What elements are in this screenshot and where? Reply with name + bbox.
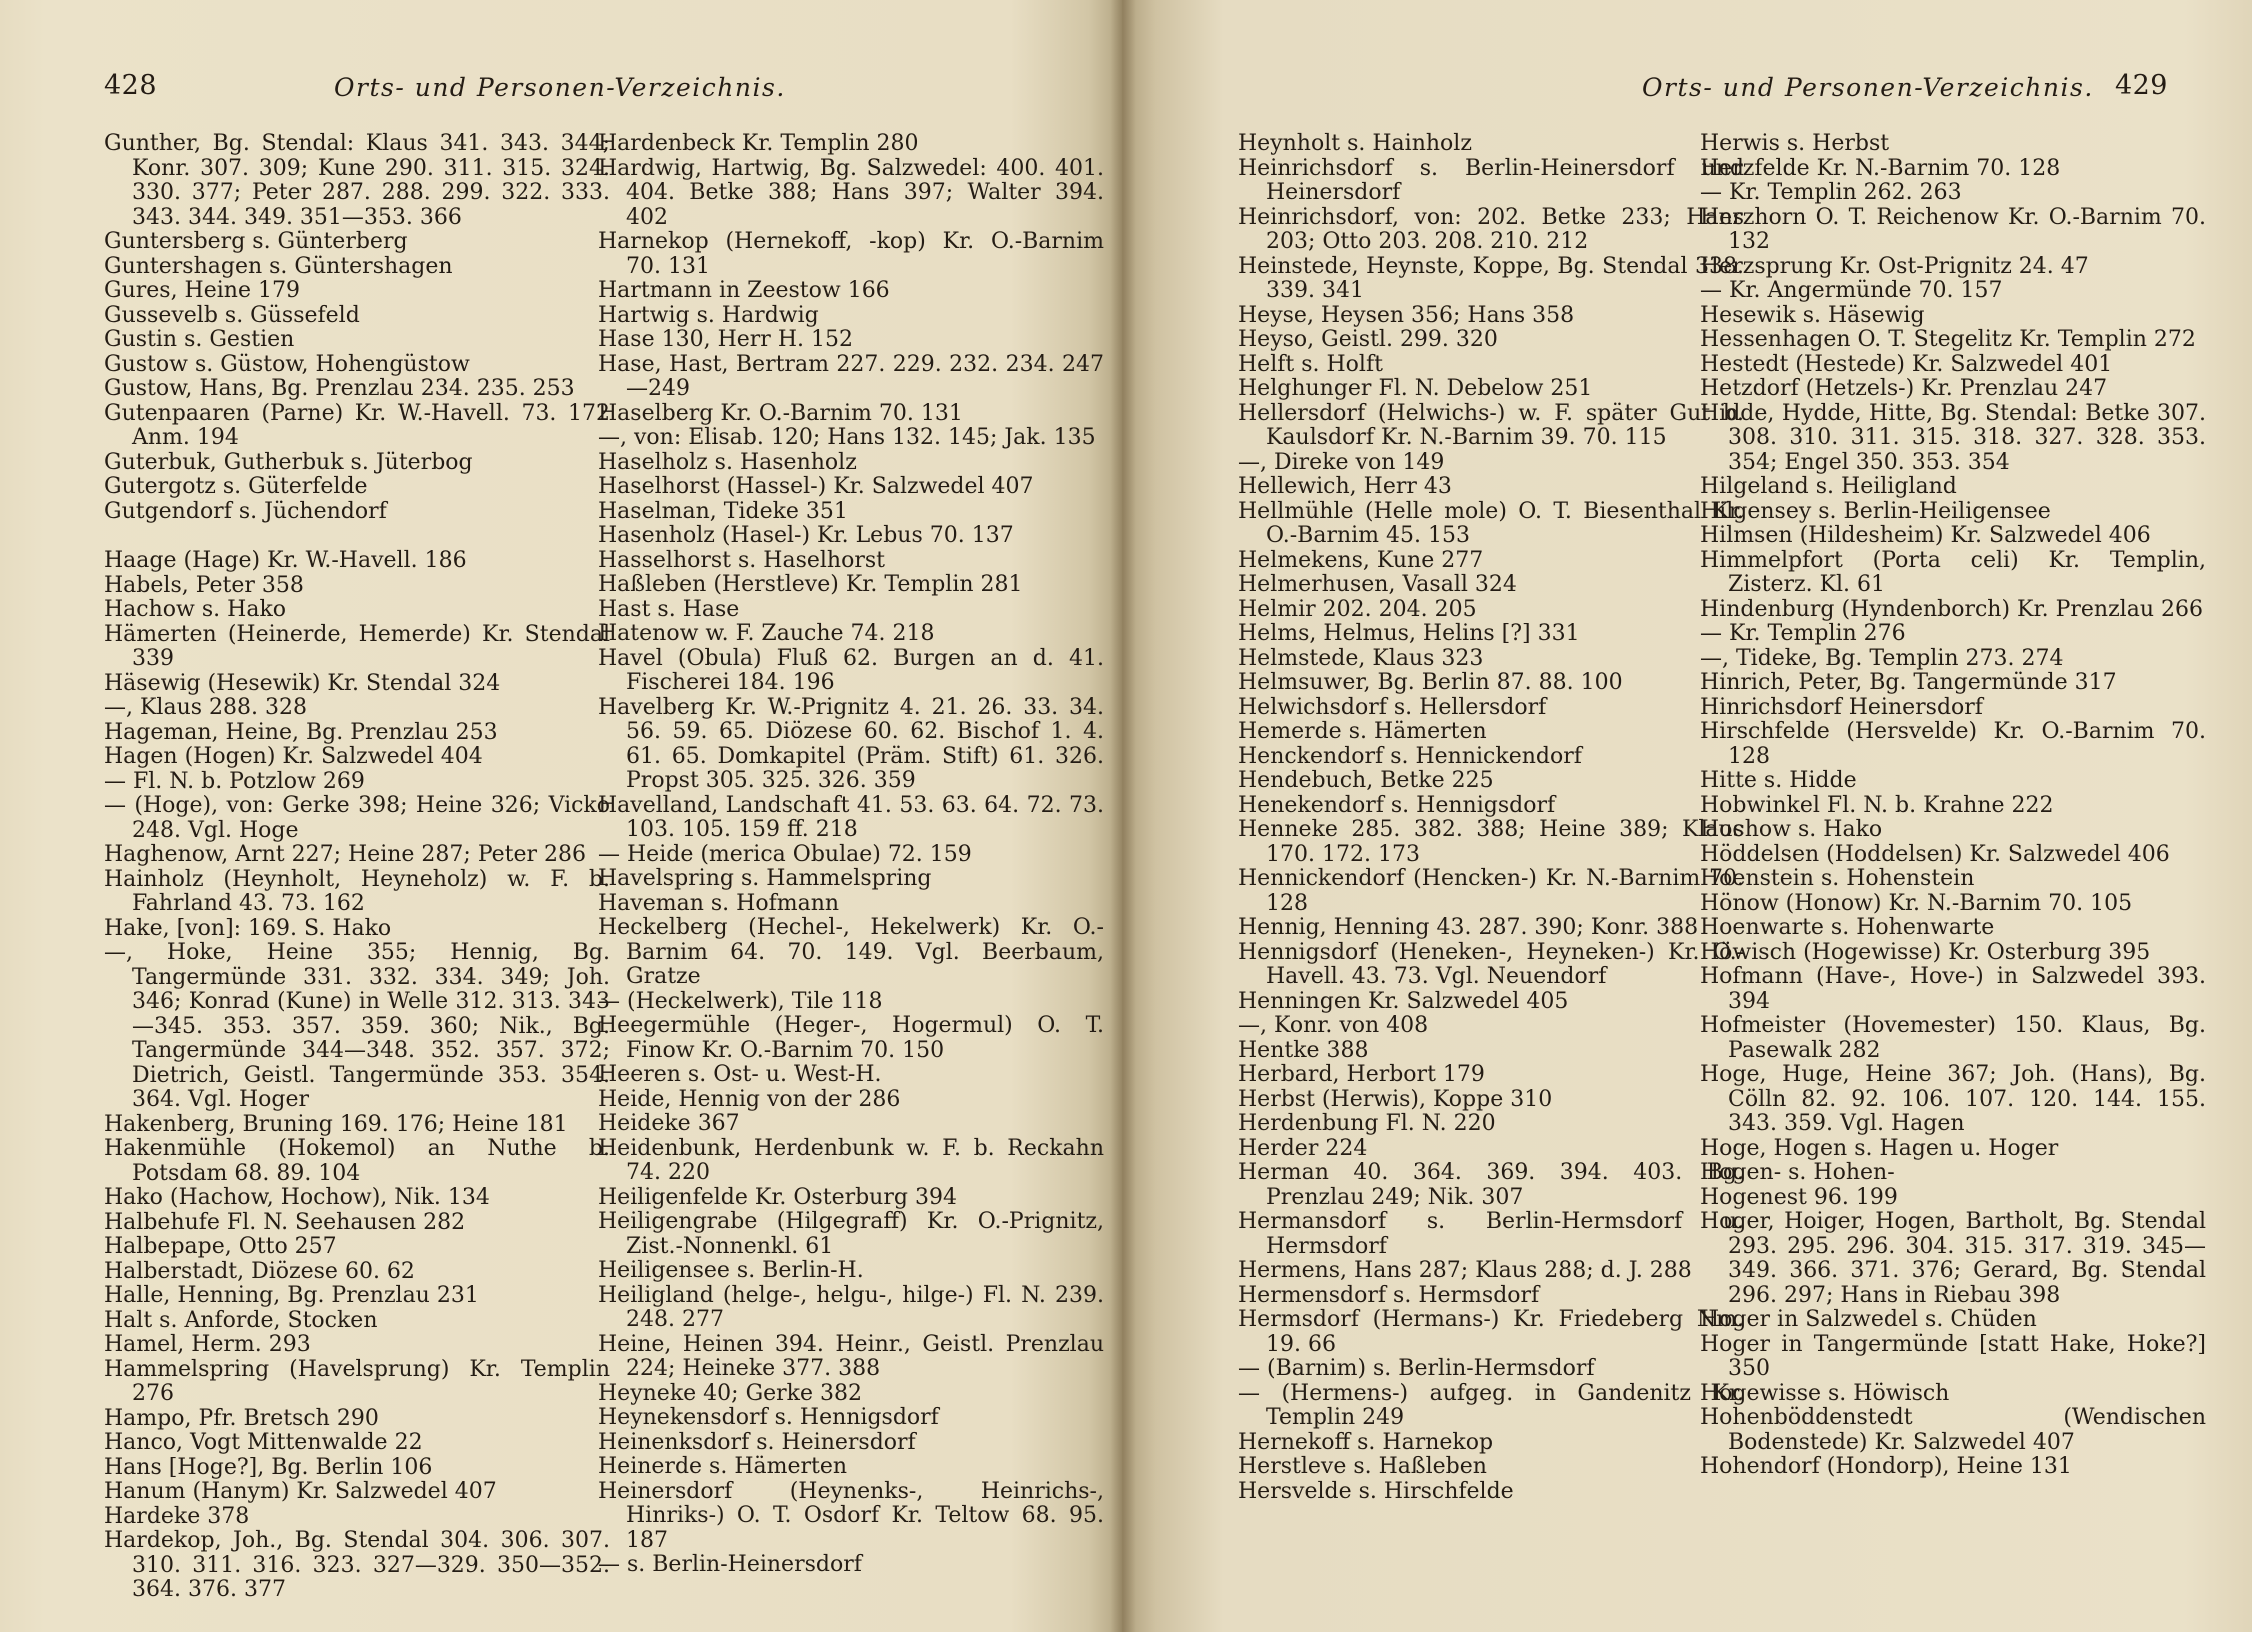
index-entry: Hendebuch, Betke 225 bbox=[1238, 768, 1494, 793]
index-entry: — (Barnim) s. Berlin-Hermsdorf bbox=[1238, 1356, 1595, 1381]
index-entry: Heidenbunk, Herdenbunk w. F. b. Reckahn 74. 220 bbox=[598, 1135, 1104, 1185]
index-entry: Hochow s. Hako bbox=[1700, 817, 1883, 842]
index-entry: Hoenstein s. Hohenstein bbox=[1700, 866, 1975, 891]
index-entry: Hanco, Vogt Mittenwalde 22 bbox=[104, 1430, 423, 1455]
index-entry: Hennickendorf (Hencken-) Kr. N.-Barnim 70. 128 bbox=[1238, 866, 1744, 916]
book-gutter bbox=[1110, 0, 1136, 1632]
index-column bbox=[598, 132, 1104, 1578]
index-entry: Hoger in Tangermünde [statt Hake, Hoke?] 350 bbox=[1700, 1331, 2206, 1381]
index-entry: Helmir 202. 204. 205 bbox=[1238, 596, 1477, 622]
index-entry: Hatenow w. F. Zauche 74. 218 bbox=[598, 621, 935, 646]
index-entry: Heiligenfelde Kr. Osterburg 394 bbox=[598, 1184, 957, 1210]
index-entry: Gutenpaaren (Parne) Kr. W.-Havell. 73. 172 Anm. 194 bbox=[104, 400, 610, 450]
page-header-left bbox=[104, 70, 1054, 114]
index-entry: Hogenest 96. 199 bbox=[1700, 1184, 1898, 1210]
index-entry: Henningen Kr. Salzwedel 405 bbox=[1238, 988, 1569, 1014]
index-entry: Heyneke 40; Gerke 382 bbox=[598, 1380, 863, 1406]
index-entry: Hernekoff s. Harnekop bbox=[1238, 1429, 1494, 1455]
index-entry: Hardenbeck Kr. Templin 280 bbox=[598, 131, 919, 156]
page-number: 428 bbox=[104, 70, 158, 101]
index-entry: Helmekens, Kune 277 bbox=[1238, 547, 1484, 573]
index-entry: Gutergotz s. Güterfelde bbox=[104, 474, 368, 499]
index-entry: Havelland, Landschaft 41. 53. 63. 64. 72. 73. 103. 105. 159 ff. 218 bbox=[598, 792, 1104, 842]
index-entry: Guntershagen s. Güntershagen bbox=[104, 253, 453, 279]
index-entry: Heckelberg (Hechel-, Hekelwerk) Kr. O.-Barnim 64. 70. 149. Vgl. Beerbaum, Gratze bbox=[598, 915, 1104, 989]
index-entry: Herdenbung Fl. N. 220 bbox=[1238, 1111, 1496, 1136]
index-entry: Hase 130, Herr H. 152 bbox=[598, 327, 853, 352]
index-entry: Habels, Peter 358 bbox=[104, 572, 304, 598]
index-entry: Heiligensee s. Berlin-H. bbox=[598, 1258, 864, 1283]
index-entry: Helft s. Holft bbox=[1238, 351, 1383, 377]
index-entry: Gustow s. Güstow, Hohengüstow bbox=[104, 351, 470, 377]
index-entry: —, Tideke, Bg. Templin 273. 274 bbox=[1700, 645, 2064, 671]
page-right bbox=[1122, 0, 2252, 1632]
index-entry: Hennigsdorf (Heneken-, Heyneken-) Kr. O.-Havell. 43. 73. Vgl. Neuendorf bbox=[1238, 939, 1744, 989]
index-entry: Halbepape, Otto 257 bbox=[104, 1234, 337, 1259]
index-entry: Hellersdorf (Helwichs-) w. F. später Gut b. Kaulsdorf Kr. N.-Barnim 39. 70. 115 bbox=[1238, 400, 1744, 450]
index-entry: Heide, Hennig von der 286 bbox=[598, 1086, 901, 1112]
index-entry: Heyso, Geistl. 299. 320 bbox=[1238, 327, 1498, 352]
index-entry: Hönow (Honow) Kr. N.-Barnim 70. 105 bbox=[1700, 890, 2133, 916]
index-entry: Gustin s. Gestien bbox=[104, 327, 295, 352]
index-entry: Helwichsdorf s. Hellersdorf bbox=[1238, 694, 1547, 720]
index-entry: Hanum (Hanym) Kr. Salzwedel 407 bbox=[104, 1479, 497, 1504]
index-entry: Hohendorf (Hondorp), Heine 131 bbox=[1700, 1454, 2072, 1479]
index-entry: Hase, Hast, Bertram 227. 229. 232. 234. 247—249 bbox=[598, 351, 1104, 401]
index-entry: — (Heckelwerk), Tile 118 bbox=[598, 988, 883, 1014]
index-entry: —, Konr. von 408 bbox=[1238, 1013, 1429, 1038]
index-entry: Herwis s. Herbst bbox=[1700, 131, 1890, 156]
index-entry: Hampo, Pfr. Bretsch 290 bbox=[104, 1405, 379, 1431]
index-entry: Heeren s. Ost- u. West-H. bbox=[598, 1062, 882, 1087]
index-entry: Heinrichsdorf, von: 202. Betke 233; Hans 203; Otto 203. 208. 210. 212 bbox=[1238, 204, 1744, 254]
index-entry: Hakenmühle (Hokemol) an Nuthe b. Potsdam 68. 89. 104 bbox=[104, 1136, 610, 1186]
index-entry: Hellewich, Herr 43 bbox=[1238, 474, 1452, 499]
index-entry: Hake, [von]: 169. S. Hako bbox=[104, 915, 392, 941]
index-entry: —, von: Elisab. 120; Hans 132. 145; Jak. 135 bbox=[598, 425, 1096, 450]
page-number: 429 bbox=[2114, 70, 2168, 101]
index-entry: Hermsdorf (Hermans-) Kr. Friedeberg Nm. 19. 66 bbox=[1238, 1307, 1744, 1357]
index-entry: Haveman s. Hofmann bbox=[598, 890, 840, 916]
index-entry: Hogewisse s. Höwisch bbox=[1700, 1380, 1950, 1406]
index-entry: Herbst (Herwis), Koppe 310 bbox=[1238, 1086, 1553, 1112]
index-entry: — Kr. Angermünde 70. 157 bbox=[1700, 278, 2003, 303]
index-entry: Gussevelb s. Güssefeld bbox=[104, 302, 360, 328]
index-entry: Gustow, Hans, Bg. Prenzlau 234. 235. 253 bbox=[104, 376, 575, 401]
index-entry: Hogen- s. Hohen- bbox=[1700, 1160, 1895, 1185]
index-entry: Hersvelde s. Hirschfelde bbox=[1238, 1478, 1514, 1504]
index-entry: Haßleben (Herstleve) Kr. Templin 281 bbox=[598, 572, 1023, 597]
index-entry: Häsewig (Hesewik) Kr. Stendal 324 bbox=[104, 670, 501, 696]
index-entry: Haage (Hage) Kr. W.-Havell. 186 bbox=[104, 548, 467, 573]
index-entry: Hidde, Hydde, Hitte, Bg. Stendal: Betke 307. 308. 310. 311. 315. 318. 327. 328. 353. 354; Engel 350. 353. 354 bbox=[1700, 400, 2206, 475]
index-entry: Himmelpfort (Porta celi) Kr. Templin, Zisterz. Kl. 61 bbox=[1700, 547, 2206, 597]
index-entry: Herstleve s. Haßleben bbox=[1238, 1454, 1487, 1479]
index-entry: Hinrichsdorf Heinersdorf bbox=[1700, 694, 1983, 720]
index-entry: Hilgeland s. Heiligland bbox=[1700, 474, 1957, 499]
index-entry: Hemerde s. Hämerten bbox=[1238, 719, 1487, 744]
index-entry: Hinrich, Peter, Bg. Tangermünde 317 bbox=[1700, 670, 2117, 695]
index-entry: Hardekop, Joh., Bg. Stendal 304. 306. 307. 310. 311. 316. 323. 327—329. 350—352. 364. 376. 377 bbox=[104, 1528, 610, 1602]
index-entry: Hoger, Hoiger, Hogen, Bartholt, Bg. Stendal 293. 295. 296. 304. 315. 317. 319. 345—349. 366. 371. 376; Gerard, Bg. Stendal 296. 297; Hans in Riebau 398 bbox=[1700, 1209, 2206, 1308]
index-entry: Hirschfelde (Hersvelde) Kr. O.-Barnim 70. 128 bbox=[1700, 719, 2206, 769]
index-entry: Herman 40. 364. 369. 394. 403. Bg. Prenzlau 249; Nik. 307 bbox=[1238, 1160, 1744, 1210]
index-entry: Gutgendorf s. Jüchendorf bbox=[104, 498, 387, 524]
index-entry: Haselman, Tideke 351 bbox=[598, 498, 848, 524]
index-entry: Haselberg Kr. O.-Barnim 70. 131 bbox=[598, 400, 963, 426]
index-entry: Hammelspring (Havelsprung) Kr. Templin 276 bbox=[104, 1356, 610, 1406]
index-entry: Guterbuk, Gutherbuk s. Jüterbog bbox=[104, 449, 473, 475]
index-entry: Hoge, Huge, Heine 367; Joh. (Hans), Bg. Cölln 82. 92. 106. 107. 120. 144. 155. 343. 359. Vgl. Hagen bbox=[1700, 1062, 2206, 1136]
index-entry: Hilgensey s. Berlin-Heiligensee bbox=[1700, 498, 2051, 524]
index-entry: Herzsprung Kr. Ost-Prignitz 24. 47 bbox=[1700, 253, 2089, 279]
index-entry: Hetzdorf (Hetzels-) Kr. Prenzlau 247 bbox=[1700, 376, 2108, 401]
index-entry: Heynholt s. Hainholz bbox=[1238, 131, 1472, 156]
index-entry: Hoge, Hogen s. Hagen u. Hoger bbox=[1700, 1135, 2059, 1161]
index-entry: Hasselhorst s. Haselhorst bbox=[598, 547, 885, 573]
index-entry: Hartwig s. Hardwig bbox=[598, 302, 819, 328]
index-entry: Hohenböddenstedt (Wendischen Bodenstede) Kr. Salzwedel 407 bbox=[1700, 1405, 2206, 1455]
index-entry: Helmerhusen, Vasall 324 bbox=[1238, 572, 1517, 597]
index-entry: Gunther, Bg. Stendal: Klaus 341. 343. 344; Konr. 307. 309; Kune 290. 311. 315. 324. 330. 377; Peter 287. 288. 299. 322. 333. 343. 344. 349. 351—353. 366 bbox=[104, 131, 610, 230]
index-entry: Höwisch (Hogewisse) Kr. Osterburg 395 bbox=[1700, 939, 2151, 965]
index-entry: Halle, Henning, Bg. Prenzlau 231 bbox=[104, 1283, 479, 1308]
index-entry: Hermens, Hans 287; Klaus 288; d. J. 288 bbox=[1238, 1258, 1692, 1283]
index-column bbox=[104, 132, 610, 1603]
index-entry: Hako (Hachow, Hochow), Nik. 134 bbox=[104, 1185, 490, 1210]
index-entry: Hartmann in Zeestow 166 bbox=[598, 278, 890, 303]
index-entry: Heideke 367 bbox=[598, 1111, 740, 1136]
running-head: Orts- und Personen-Verzeichnis. bbox=[334, 73, 786, 102]
index-entry: Hermansdorf s. Berlin-Hermsdorf u. Hermsdorf bbox=[1238, 1209, 1744, 1259]
index-entry: Halbehufe Fl. N. Seehausen 282 bbox=[104, 1209, 466, 1235]
index-entry: — Heide (merica Obulae) 72. 159 bbox=[598, 841, 972, 867]
index-entry: Hilmsen (Hildesheim) Kr. Salzwedel 406 bbox=[1700, 523, 2151, 548]
index-entry: Helghunger Fl. N. Debelow 251 bbox=[1238, 376, 1593, 401]
index-entry: Herzfelde Kr. N.-Barnim 70. 128 bbox=[1700, 155, 2061, 181]
index-entry: Havelberg Kr. W.-Prignitz 4. 21. 26. 33. 34. 56. 59. 65. Diözese 60. 62. Bischof 1. 4. 61. 65. Domkapitel (Präm. Stift) 61. 326. Propst 305. 325. 326. 359 bbox=[598, 694, 1104, 793]
index-entry: Helmstede, Klaus 323 bbox=[1238, 645, 1484, 671]
index-entry: Hofmeister (Hovemester) 150. Klaus, Bg. Pasewalk 282 bbox=[1700, 1013, 2206, 1063]
index-entry: Hardeke 378 bbox=[104, 1503, 250, 1529]
index-entry: Hast s. Hase bbox=[598, 596, 740, 622]
index-entry: Hans [Hoge?], Bg. Berlin 106 bbox=[104, 1454, 433, 1480]
index-entry: Heegermühle (Heger-, Hogermul) O. T. Finow Kr. O.-Barnim 70. 150 bbox=[598, 1013, 1104, 1063]
index-entry: Havel (Obula) Fluß 62. Burgen an d. 41. Fischerei 184. 196 bbox=[598, 645, 1104, 695]
index-entry: Haselhorst (Hassel-) Kr. Salzwedel 407 bbox=[598, 474, 1034, 499]
index-entry: Havelspring s. Hammelspring bbox=[598, 866, 932, 891]
index-entry: Heiligengrabe (Hilgegraff) Kr. O.-Prignitz, Zist.-Nonnenkl. 61 bbox=[598, 1209, 1104, 1259]
index-entry: Hachow s. Hako bbox=[104, 597, 287, 622]
index-entry: Hestedt (Hestede) Kr. Salzwedel 401 bbox=[1700, 351, 2113, 377]
index-entry: Hellmühle (Helle mole) O. T. Biesenthal Kr. O.-Barnim 45. 153 bbox=[1238, 498, 1744, 548]
index-entry: — (Hoge), von: Gerke 398; Heine 326; Vicko 248. Vgl. Hoge bbox=[104, 793, 610, 843]
index-entry: Heinenksdorf s. Heinersdorf bbox=[598, 1429, 916, 1455]
index-entry: Hoenwarte s. Hohenwarte bbox=[1700, 915, 1995, 940]
index-entry: Halt s. Anforde, Stocken bbox=[104, 1307, 378, 1333]
index-entry: Helmsuwer, Bg. Berlin 87. 88. 100 bbox=[1238, 670, 1623, 695]
index-entry: — Kr. Templin 276 bbox=[1700, 621, 1906, 646]
index-entry: Hamel, Herm. 293 bbox=[104, 1332, 311, 1357]
index-entry: Heinrichsdorf s. Berlin-Heinersdorf und Heinersdorf bbox=[1238, 155, 1744, 205]
index-entry: Heyse, Heysen 356; Hans 358 bbox=[1238, 302, 1575, 328]
index-entry: Henekendorf s. Hennigsdorf bbox=[1238, 792, 1556, 818]
index-column bbox=[1700, 132, 2206, 1480]
index-entry: Gures, Heine 179 bbox=[104, 278, 300, 303]
index-column bbox=[1238, 132, 1744, 1504]
index-entry: Hesewik s. Häsewig bbox=[1700, 302, 1925, 328]
running-head: Orts- und Personen-Verzeichnis. bbox=[1642, 73, 2094, 102]
index-entry: Heine, Heinen 394. Heinr., Geistl. Prenzlau 224; Heineke 377. 388 bbox=[598, 1331, 1104, 1381]
index-entry: Höddelsen (Hoddelsen) Kr. Salzwedel 406 bbox=[1700, 841, 2170, 867]
index-entry: Henneke 285. 382. 388; Heine 389; Klaus 170. 172. 173 bbox=[1238, 817, 1744, 867]
index-entry: Herzhorn O. T. Reichenow Kr. O.-Barnim 70. 132 bbox=[1700, 204, 2206, 254]
index-entry: Hainholz (Heynholt, Heyneholz) w. F. b. Fahrland 43. 73. 162 bbox=[104, 866, 610, 916]
index-entry: Halberstadt, Diözese 60. 62 bbox=[104, 1258, 415, 1284]
page-left bbox=[0, 0, 1122, 1632]
index-entry: Hermensdorf s. Hermsdorf bbox=[1238, 1282, 1540, 1308]
index-entry: Herbard, Herbort 179 bbox=[1238, 1062, 1485, 1087]
index-entry: Hardwig, Hartwig, Bg. Salzwedel: 400. 401. 404. Betke 388; Hans 397; Walter 394. 402 bbox=[598, 155, 1104, 230]
index-entry: Heynekensdorf s. Hennigsdorf bbox=[598, 1405, 939, 1430]
index-entry: Helms, Helmus, Helins [?] 331 bbox=[1238, 621, 1580, 646]
index-entry: Heinstede, Heynste, Koppe, Bg. Stendal 338. 339. 341 bbox=[1238, 253, 1744, 303]
index-entry: —, Hoke, Heine 355; Hennig, Bg. Tangermünde 331. 332. 334. 349; Joh. 346; Konrad (Kune) in Welle 312. 313. 343—345. 353. 357. 359. 360; Nik., Bg. Tangermünde 344—348. 352. 357. 372; Dietrich, Geistl. Tangermünde 353. 354. 364. Vgl. Hoger bbox=[104, 940, 610, 1112]
index-entry: — Fl. N. b. Potzlow 269 bbox=[104, 768, 365, 794]
index-entry: Hindenburg (Hyndenborch) Kr. Prenzlau 266 bbox=[1700, 596, 2203, 622]
index-entry: Hakenberg, Bruning 169. 176; Heine 181 bbox=[104, 1111, 568, 1137]
index-entry: Hoger in Salzwedel s. Chüden bbox=[1700, 1307, 2037, 1332]
index-entry: Hagen (Hogen) Kr. Salzwedel 404 bbox=[104, 744, 483, 769]
index-entry: Heinerde s. Hämerten bbox=[598, 1454, 848, 1479]
index-entry: Hasenholz (Hasel-) Kr. Lebus 70. 137 bbox=[598, 523, 1014, 548]
index-entry: Heiligland (helge-, helgu-, hilge-) Fl. N. 239. 248. 277 bbox=[598, 1282, 1104, 1332]
index-entry: Hitte s. Hidde bbox=[1700, 768, 1857, 793]
index-entry: Hofmann (Have-, Hove-) in Salzwedel 393. 394 bbox=[1700, 964, 2206, 1014]
index-entry: Haselholz s. Hasenholz bbox=[598, 449, 857, 475]
index-entry: — s. Berlin-Heinersdorf bbox=[598, 1552, 862, 1577]
index-entry: Hessenhagen O. T. Stegelitz Kr. Templin 272 bbox=[1700, 327, 2196, 352]
index-entry: Heinersdorf (Heynenks-, Heinrichs-, Hinriks-) O. T. Osdorf Kr. Teltow 68. 95. 187 bbox=[598, 1478, 1104, 1553]
index-entry: Hageman, Heine, Bg. Prenzlau 253 bbox=[104, 719, 498, 745]
index-entry: Hentke 388 bbox=[1238, 1037, 1369, 1063]
index-entry: Hämerten (Heinerde, Hemerde) Kr. Stendal 339 bbox=[104, 621, 610, 671]
index-entry: — (Hermens-) aufgeg. in Gandenitz Kr. Templin 249 bbox=[1238, 1380, 1744, 1430]
index-entry: —, Direke von 149 bbox=[1238, 449, 1445, 475]
index-entry: Guntersberg s. Günterberg bbox=[104, 229, 408, 254]
index-entry: Haghenow, Arnt 227; Heine 287; Peter 286 bbox=[104, 842, 587, 867]
index-entry: —, Klaus 288. 328 bbox=[104, 695, 307, 720]
index-entry: Henckendorf s. Hennickendorf bbox=[1238, 743, 1582, 769]
index-entry: Herder 224 bbox=[1238, 1135, 1368, 1161]
index-entry: Harnekop (Hernekoff, -kop) Kr. O.-Barnim 70. 131 bbox=[598, 229, 1104, 279]
index-entry: Hobwinkel Fl. N. b. Krahne 222 bbox=[1700, 792, 2054, 818]
index-entry: — Kr. Templin 262. 263 bbox=[1700, 180, 1962, 205]
index-entry: Hennig, Henning 43. 287. 390; Konr. 388 bbox=[1238, 915, 1699, 940]
page-header-right bbox=[1238, 70, 2168, 114]
